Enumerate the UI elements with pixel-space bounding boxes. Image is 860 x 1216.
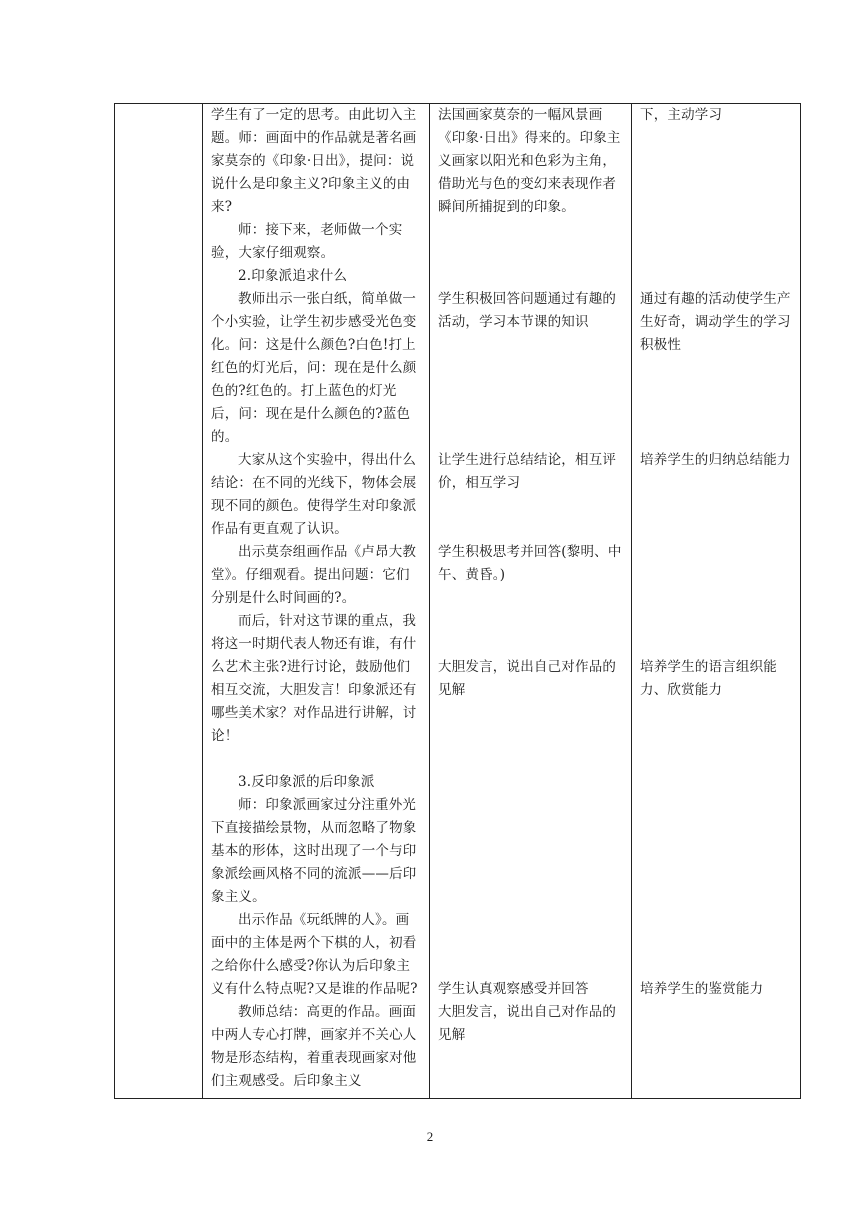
student-activity-cell xyxy=(430,104,632,1099)
activity-paragraph: 大胆发言，说出自己对作品的见解 xyxy=(438,1004,617,1043)
step-paragraph: 出示作品《玩纸牌的人》。画面中的主体是两个下棋的人，初看之给你什么感受?你认为后印象主义有什么特点呢?又是谁的作品呢? xyxy=(211,912,418,997)
step-paragraph: 学生有了一定的思考。由此切入主题。师：画面中的作品就是著名画家莫奈的《印象·日出》，提问：说说什么是印象主义?印象主义的由来? xyxy=(211,107,417,215)
activity-paragraph: 学生认真观察感受并回答 xyxy=(438,981,589,997)
section-column-cell xyxy=(115,104,203,1099)
step-paragraph: 师：印象派画家过分注重外光下直接描绘景物，从而忽略了物象基本的形体，这时出现了一个与印象派绘画风格不同的流派——后印象主义。 xyxy=(211,797,417,905)
activity-paragraph: 大胆发言，说出自己对作品的见解 xyxy=(438,659,617,698)
lesson-plan-table xyxy=(114,103,801,1099)
intent-paragraph: 培养学生的归纳总结能力 xyxy=(640,452,791,468)
step-paragraph: 教师出示一张白纸，简单做一个小实验，让学生初步感受光色变化。问：这是什么颜色?白色!打上红色的灯光后，问：现在是什么颜色的?红色的。打上蓝色的灯光后，问：现在是什么颜色的?蓝色的。 xyxy=(211,291,417,445)
activity-paragraph: 学生积极回答问题通过有趣的活动，学习本节课的知识 xyxy=(438,291,617,330)
step-heading: 2.印象派追求什么 xyxy=(238,268,348,284)
teaching-steps-cell xyxy=(203,104,430,1099)
step-paragraph: 教师总结：高更的作品。画面中两人专心打牌，画家并不关心人物是形态结构，着重表现画家对他们主观感受。后印象主义 xyxy=(211,1004,417,1089)
activity-paragraph: 学生积极思考并回答(黎明、中午、黄昏。) xyxy=(438,544,622,583)
step-paragraph: 出示莫奈组画作品《卢昂大教堂》。仔细观看。提出问题：它们分别是什么时间画的?。 xyxy=(211,544,417,606)
step-paragraph: 大家从这个实验中，得出什么结论：在不同的光线下，物体会展现不同的颜色。使得学生对印象派作品有更直观了认识。 xyxy=(211,452,417,537)
intent-paragraph: 培养学生的鉴赏能力 xyxy=(640,981,764,997)
intent-paragraph: 下，主动学习 xyxy=(640,107,723,123)
intent-paragraph: 培养学生的语言组织能力、欣赏能力 xyxy=(640,659,777,698)
step-paragraph: 师：接下来，老师做一个实验，大家仔细观察。 xyxy=(211,222,403,261)
intent-paragraph: 通过有趣的活动使学生产生好奇，调动学生的学习积极性 xyxy=(640,291,791,353)
activity-paragraph: 让学生进行总结结论，相互评价，相互学习 xyxy=(438,452,617,491)
page-number: 2 xyxy=(426,1129,434,1144)
activity-paragraph: 法国画家莫奈的一幅风景画《印象·日出》得来的。印象主义画家以阳光和色彩为主角，借助光与色的变幻来表现作者瞬间所捕捉到的印象。 xyxy=(438,107,621,215)
step-paragraph: 而后，针对这节课的重点，我将这一时期代表人物还有谁，有什么艺术主张?进行讨论，鼓励他们相互交流，大胆发言！印象派还有哪些美术家？对作品进行讲解，讨论！ xyxy=(211,613,417,744)
design-intent-cell xyxy=(632,104,801,1099)
step-heading: 3.反印象派的后印象派 xyxy=(238,774,375,790)
table-row xyxy=(115,104,801,1099)
